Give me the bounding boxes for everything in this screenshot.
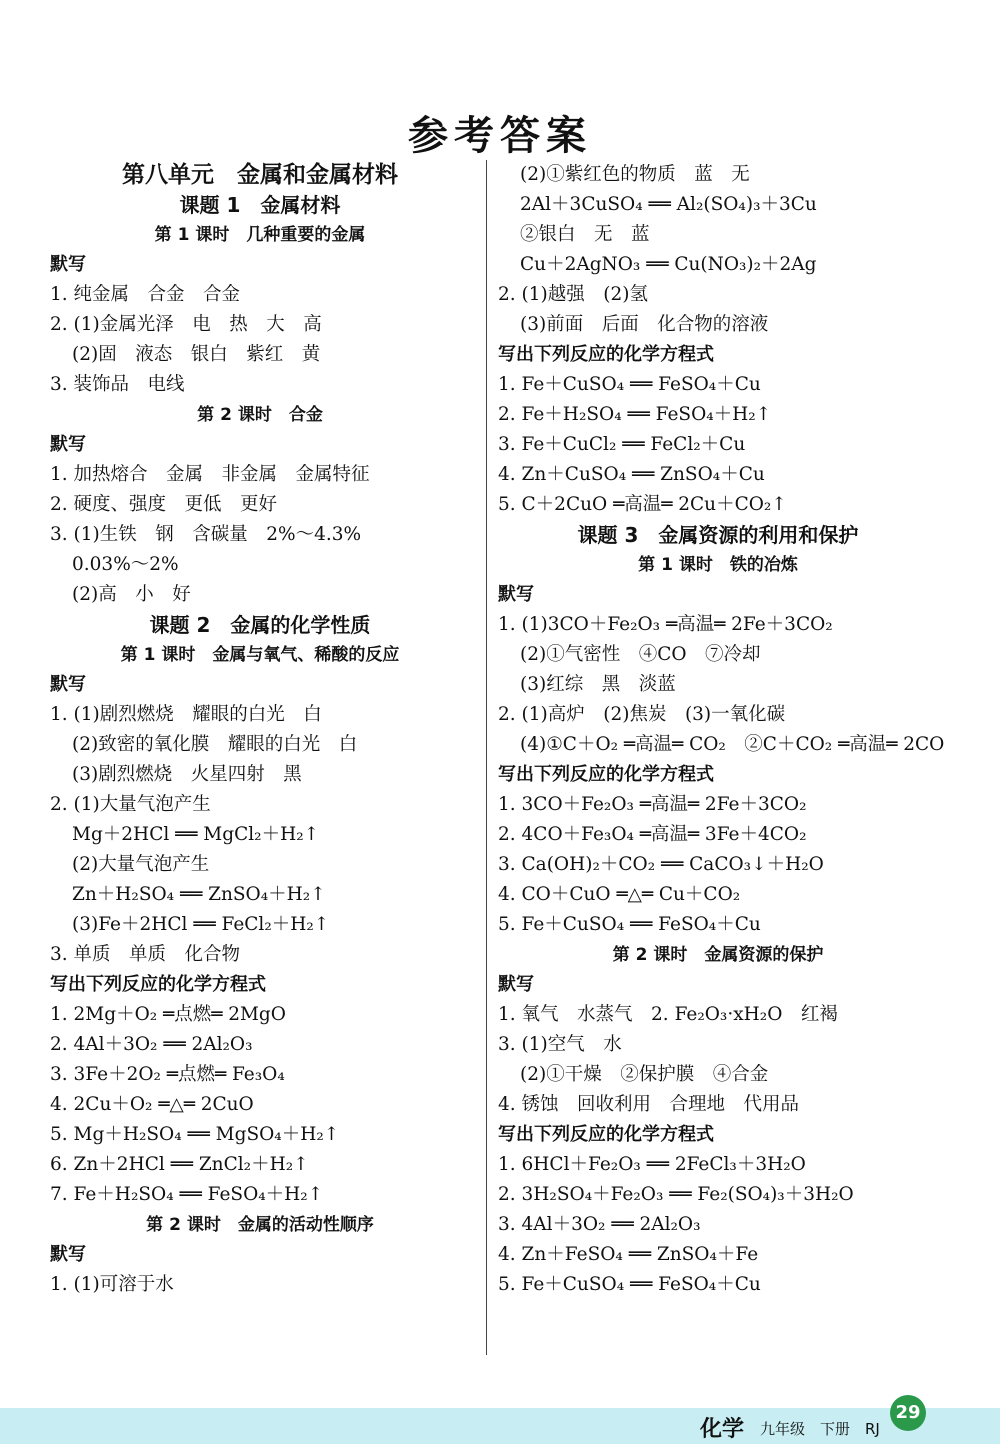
answer-line: 5. C＋2CuO ═高温═ 2Cu＋CO₂↑ <box>498 494 787 515</box>
answer-line: 5. Fe＋CuSO₄ ══ FeSO₄＋Cu <box>498 1274 761 1295</box>
answer-subline: Zn＋H₂SO₄ ══ ZnSO₄＋H₂↑ <box>72 884 326 905</box>
answer-line: 2. 4Al＋3O₂ ══ 2Al₂O₃ <box>50 1034 253 1055</box>
section-heading: 默写 <box>498 974 534 995</box>
answer-line: 3. 装饰品 电线 <box>50 374 185 395</box>
answer-line: 4. Zn＋FeSO₄ ══ ZnSO₄＋Fe <box>498 1244 759 1265</box>
answer-subline: Mg＋2HCl ══ MgCl₂＋H₂↑ <box>72 824 320 845</box>
answer-subline: (3)Fe＋2HCl ══ FeCl₂＋H₂↑ <box>72 914 330 935</box>
footer-subject: 化学 <box>700 1417 745 1442</box>
section-heading: 写出下列反应的化学方程式 <box>498 344 714 365</box>
answer-line: 2. (1)大量气泡产生 <box>50 794 211 815</box>
answer-subline: (4)①C＋O₂ ═高温═ CO₂ ②C＋CO₂ ═高温═ 2CO <box>520 734 945 755</box>
answer-line: 1. Fe＋CuSO₄ ══ FeSO₄＋Cu <box>498 374 761 395</box>
answer-line: 3. Fe＋CuCl₂ ══ FeCl₂＋Cu <box>498 434 746 455</box>
lesson-heading: 第 1 课时 几种重要的金属 <box>154 225 366 245</box>
answer-line: 1. 氧气 水蒸气 2. Fe₂O₃·xH₂O 红褐 <box>498 1004 838 1025</box>
answer-line: 3. 3Fe＋2O₂ ═点燃═ Fe₃O₄ <box>50 1064 285 1085</box>
lesson-heading: 第 1 课时 金属与氧气、稀酸的反应 <box>120 645 400 665</box>
unit-heading: 第八单元 金属和金属材料 <box>122 162 398 188</box>
page-number-badge: 29 <box>890 1395 926 1431</box>
section-heading: 默写 <box>50 674 86 695</box>
answer-line: 1. 6HCl＋Fe₂O₃ ══ 2FeCl₃＋3H₂O <box>498 1154 806 1175</box>
section-heading: 默写 <box>50 434 86 455</box>
answer-subline: (3)前面 后面 化合物的溶液 <box>520 314 769 335</box>
section-heading: 默写 <box>50 254 86 275</box>
answer-subline: (3)红综 黑 淡蓝 <box>520 674 676 695</box>
footer-grade-info: 九年级 下册 RJ <box>760 1420 880 1438</box>
answer-line: 2. Fe＋H₂SO₄ ══ FeSO₄＋H₂↑ <box>498 404 772 425</box>
answer-line: 2. 硬度、强度 更低 更好 <box>50 494 278 515</box>
answer-line: 3. 4Al＋3O₂ ══ 2Al₂O₃ <box>498 1214 701 1235</box>
answer-line: 3. 单质 单质 化合物 <box>50 944 241 965</box>
answer-subline: (2)①气密性 ④CO ⑦冷却 <box>520 644 761 665</box>
answer-subline: (2)①干燥 ②保护膜 ④合金 <box>520 1064 769 1085</box>
lesson-heading: 第 2 课时 金属资源的保护 <box>612 945 824 965</box>
topic-heading: 课题 3 金属资源的利用和保护 <box>577 523 859 547</box>
answer-subline: (2)致密的氧化膜 耀眼的白光 白 <box>72 734 358 755</box>
answer-line: 1. 3CO＋Fe₂O₃ ═高温═ 2Fe＋3CO₂ <box>498 794 807 815</box>
answer-line: 1. (1)3CO＋Fe₂O₃ ═高温═ 2Fe＋3CO₂ <box>498 614 833 635</box>
section-heading: 写出下列反应的化学方程式 <box>498 1124 714 1145</box>
answer-subline: ②银白 无 蓝 <box>520 224 650 245</box>
answer-subline: (2)固 液态 银白 紫红 黄 <box>72 344 321 365</box>
answer-subline: Cu＋2AgNO₃ ══ Cu(NO₃)₂＋2Ag <box>520 254 817 275</box>
answer-line: 4. 2Cu＋O₂ ═△═ 2CuO <box>50 1094 254 1115</box>
answer-line: 1. (1)可溶于水 <box>50 1274 174 1295</box>
column-divider <box>486 160 487 1355</box>
answer-line: 5. Mg＋H₂SO₄ ══ MgSO₄＋H₂↑ <box>50 1124 340 1145</box>
answer-line: 2. (1)高炉 (2)焦炭 (3)一氧化碳 <box>498 704 786 725</box>
answer-line: 3. (1)空气 水 <box>498 1034 622 1055</box>
answer-line: 1. 加热熔合 金属 非金属 金属特征 <box>50 464 370 485</box>
answer-line: 6. Zn＋2HCl ══ ZnCl₂＋H₂↑ <box>50 1154 309 1175</box>
answer-line: 7. Fe＋H₂SO₄ ══ FeSO₄＋H₂↑ <box>50 1184 324 1205</box>
answer-line: 4. Zn＋CuSO₄ ══ ZnSO₄＋Cu <box>498 464 765 485</box>
lesson-heading: 第 2 课时 金属的活动性顺序 <box>146 1215 374 1235</box>
answer-subline: (2)高 小 好 <box>72 584 191 605</box>
page-title: 参考答案 <box>408 113 592 159</box>
lesson-heading: 第 2 课时 合金 <box>197 405 323 425</box>
answer-subline: (3)剧烈燃烧 火星四射 黑 <box>72 764 302 785</box>
answer-subline: (2)大量气泡产生 <box>72 854 210 875</box>
topic-heading: 课题 2 金属的化学性质 <box>149 613 371 637</box>
answer-subline: 0.03%～2% <box>72 554 179 575</box>
topic-heading: 课题 1 金属材料 <box>179 193 341 217</box>
answer-line: 3. Ca(OH)₂＋CO₂ ══ CaCO₃↓＋H₂O <box>498 854 824 875</box>
answer-line: 2. (1)越强 (2)氢 <box>498 284 648 305</box>
answer-line: 4. 锈蚀 回收利用 合理地 代用品 <box>498 1094 800 1115</box>
section-heading: 默写 <box>50 1244 86 1265</box>
answer-line: 5. Fe＋CuSO₄ ══ FeSO₄＋Cu <box>498 914 761 935</box>
section-heading: 写出下列反应的化学方程式 <box>498 764 714 785</box>
answer-line: 2. 3H₂SO₄＋Fe₂O₃ ══ Fe₂(SO₄)₃＋3H₂O <box>498 1184 854 1205</box>
section-heading: 默写 <box>498 584 534 605</box>
section-heading: 写出下列反应的化学方程式 <box>50 974 266 995</box>
answer-line: 3. (1)生铁 钢 含碳量 2%～4.3% <box>50 524 362 545</box>
answer-line: 1. 纯金属 合金 合金 <box>50 284 241 305</box>
answer-line: 1. 2Mg＋O₂ ═点燃═ 2MgO <box>50 1004 286 1025</box>
answer-subline: (2)①紫红色的物质 蓝 无 <box>520 164 750 185</box>
lesson-heading: 第 1 课时 铁的冶炼 <box>638 555 798 575</box>
answer-subline: 2Al＋3CuSO₄ ══ Al₂(SO₄)₃＋3Cu <box>520 194 817 215</box>
answer-line: 1. (1)剧烈燃烧 耀眼的白光 白 <box>50 704 322 725</box>
answer-line: 2. (1)金属光泽 电 热 大 高 <box>50 314 322 335</box>
answer-line: 2. 4CO＋Fe₃O₄ ═高温═ 3Fe＋4CO₂ <box>498 824 807 845</box>
answer-line: 4. CO＋CuO ═△═ Cu＋CO₂ <box>498 884 741 905</box>
